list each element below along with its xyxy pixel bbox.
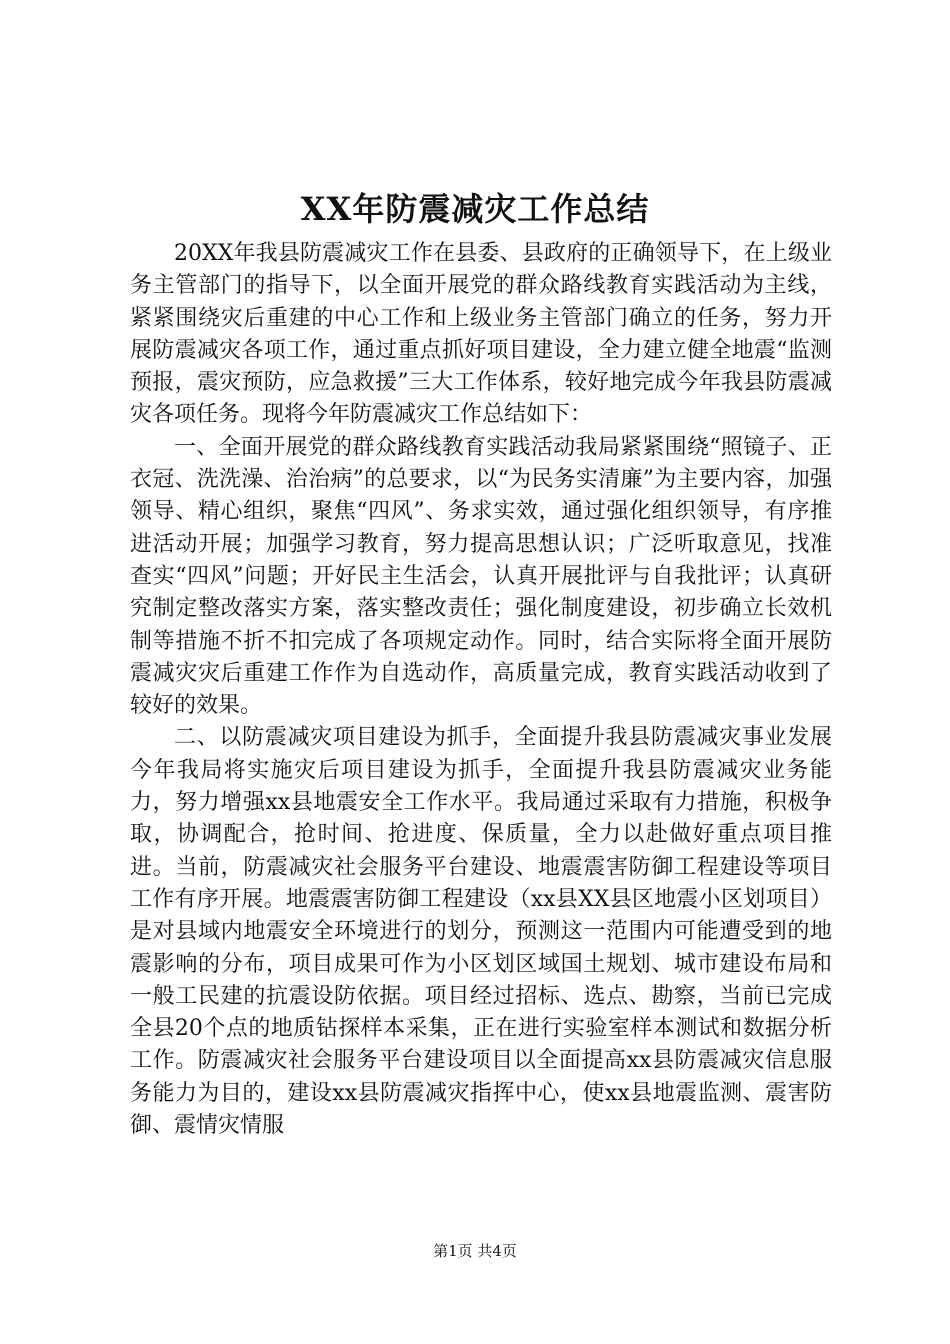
paragraph-intro: 20XX年我县防震减灾工作在县委、县政府的正确领导下，在上级业务主管部门的指导下，以全面开展党的群众路线教育实践活动为主线，紧紧围绕灾后重建的中心工作和上级业务主管部门确立的任务，努力开展防震减灾各项工作，通过重点抓好项目建设，全力建立健全地震“监测预报，震灾预防，应急救援”三大工作体系，较好地完成今年我县防震减灾各项任务。现将今年防震减灾工作总结如下： [130,241,832,428]
page-number-footer: 第1页 共4页 [433,1242,517,1260]
document-title: XX年防震减灾工作总结 [300,190,650,228]
document-body [130,238,832,1142]
paragraph-section-1: 一、全面开展党的群众路线教育实践活动我局紧紧围绕“照镜子、正衣冠、洗洗澡、治治病”的总要求，以“为民务实清廉”为主要内容，加强领导、精心组织，聚焦“四风”、务求实效，通过强化组织领导，有序推进活动开展；加强学习教育，努力提高思想认识；广泛听取意见，找准查实“四风”问题；开好民主生活会，认真开展批评与自我批评；认真研究制定整改落实方案，落实整改责任；强化制度建设，初步确立长效机制等措施不折不扣完成了各项规定动作。同时，结合实际将全面开展防震减灾灾后重建工作作为自选动作，高质量完成，教育实践活动收到了较好的效果。 [130,434,832,719]
paragraph-section-2: 二、以防震减灾项目建设为抓手，全面提升我县防震减灾事业发展今年我局将实施灾后项目建设为抓手，全面提升我县防震减灾业务能力，努力增强xx县地震安全工作水平。我局通过采取有力措施，积极争取，协调配合，抢时间、抢进度、保质量，全力以赴做好重点项目推进。当前，防震减灾社会服务平台建设、地震震害防御工程建设等项目工作有序开展。地震震害防御工程建设（xx县XX县区地震小区划项目）是对县域内地震安全环境进行的划分，预测这一范围内可能遭受到的地震影响的分布，项目成果可作为小区划区域国土规划、城市建设布局和一般工民建的抗震设防依据。项目经过招标、选点、勘察，当前已完成全县20个点的地质钻探样本采集，正在进行实验室样本测试和数据分析工作。防震减灾社会服务平台建设项目以全面提高xx县防震减灾信息服务能力为目的，建设xx县防震减灾指挥中心，使xx县地震监测、震害防御、震情灾情服 [130,725,832,1139]
